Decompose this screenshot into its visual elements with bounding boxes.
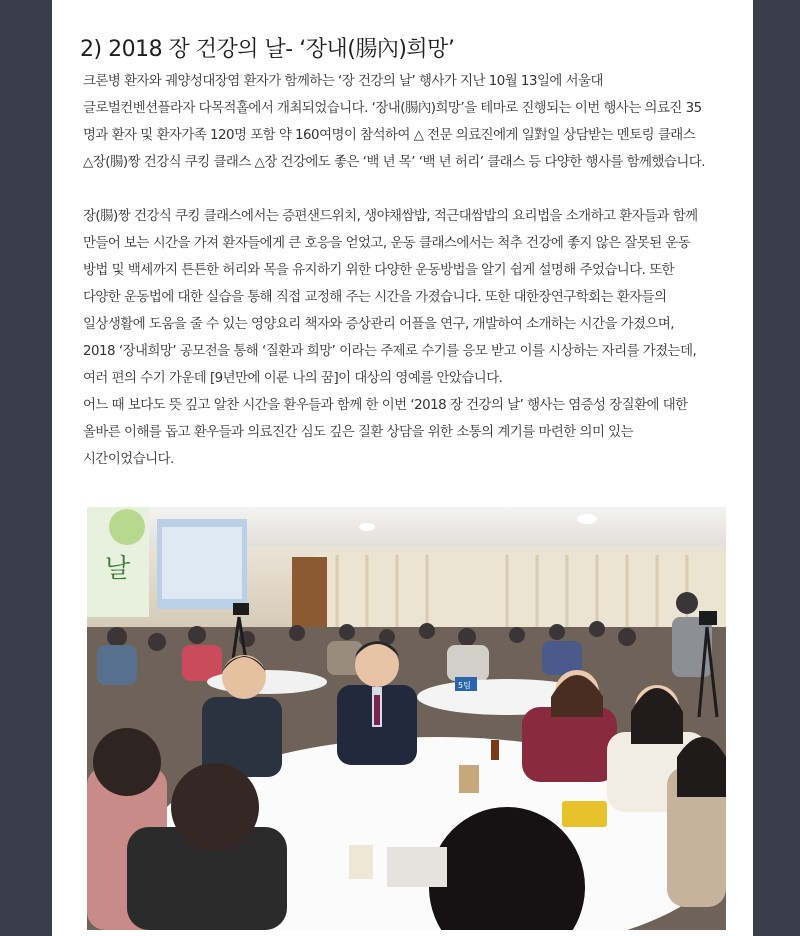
details-line: 다양한 운동법에 대한 실습을 통해 직접 교정해 주는 시간을 가졌습니다. 또한 대한장연구학회는 환자들의 bbox=[83, 290, 667, 305]
intro-line: 명과 환자 및 환자가족 120명 포함 약 160여명이 참석하여 △ 전문 의료진에게 일對일 상담받는 멘토링 클래스 bbox=[83, 128, 696, 143]
banner-text: 날 bbox=[105, 554, 131, 584]
details-line: 장(腸)짱 건강식 쿠킹 클래스에서는 증편샌드위치, 생야채쌈밥, 적근대쌈밥의 요리법을 소개하고 환자들과 함께 bbox=[83, 209, 698, 224]
paragraph-intro bbox=[83, 68, 734, 176]
details-line: 방법 및 백세까지 튼튼한 허리와 목을 유지하기 위한 다양한 운동방법을 알기 쉽게 설명해 주었습니다. 또한 bbox=[83, 263, 675, 278]
details-line: 2018 ‘장내희망’ 공모전을 통해 ‘질환과 희망’ 이라는 주제로 수기를 응모 받고 이를 시상하는 자리를 가졌는데, bbox=[83, 344, 697, 359]
details-line: 여러 편의 수기 가운데 [9년만에 이룬 나의 꿈]이 대상의 영예를 안았습니다. bbox=[83, 371, 503, 386]
details-line: 올바른 이해를 돕고 환우들과 의료진간 심도 깊은 질환 상담을 위한 소통의 계기를 마련한 의미 있는 bbox=[83, 425, 634, 440]
event-photo bbox=[87, 507, 726, 930]
table-sign: 5팀 bbox=[458, 681, 471, 690]
details-line: 어느 때 보다도 뜻 깊고 알찬 시간을 환우들과 함께 한 이번 ‘2018 장 건강의 날’ 행사는 염증성 장질환에 대한 bbox=[83, 398, 688, 413]
article-page bbox=[52, 0, 753, 936]
intro-line: 크론병 환자와 궤양성대장염 환자가 함께하는 ‘장 건강의 날’ 행사가 지난 10월 13일에 서울대 bbox=[83, 74, 603, 89]
details-line: 시간이었습니다. bbox=[83, 452, 174, 467]
intro-line: △장(腸)짱 건강식 쿠킹 클래스 △장 건강에도 좋은 ‘백 년 목’ ‘백 년 허리’ 클래스 등 다양한 행사를 함께했습니다. bbox=[83, 155, 705, 170]
article-title: 2) 2018 장 건강의 날- ‘장내(腸內)희망’ bbox=[80, 37, 455, 63]
details-line: 만들어 보는 시간을 가져 환자들에게 큰 호응을 얻었고, 운동 클래스에서는 척추 건강에 좋지 않은 잘못된 운동 bbox=[83, 236, 691, 251]
details-line: 일상생활에 도움을 줄 수 있는 영양요리 책자와 증상관리 어플을 연구, 개발하여 소개하는 시간을 가졌으며, bbox=[83, 317, 675, 332]
paragraph-details bbox=[83, 203, 734, 473]
intro-line: 글로벌컨벤션플라자 다목적홀에서 개최되었습니다. ‘장내(腸內)희망’을 테마로 진행되는 이번 행사는 의료진 35 bbox=[83, 101, 702, 116]
